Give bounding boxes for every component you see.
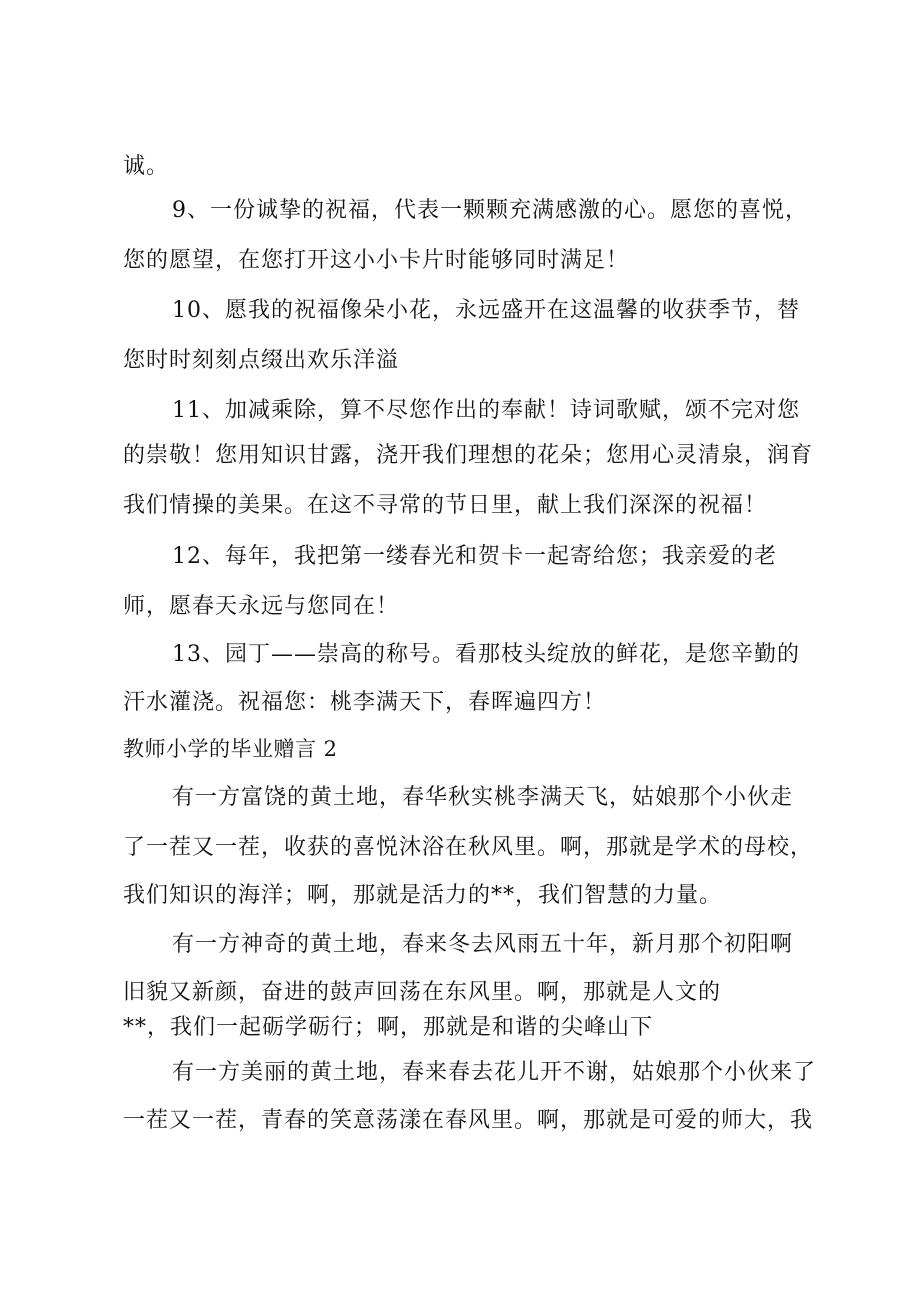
text-line: 诚。	[123, 154, 170, 179]
text-line: 的崇敬！您用知识甘露，浇开我们理想的花朵；您用心灵清泉，润育	[123, 443, 814, 468]
text-line: 9、一份诚挚的祝福，代表一颗颗充满感激的心。愿您的喜悦，	[172, 198, 808, 223]
text-line: 我们知识的海洋；啊，那就是活力的**，我们智慧的力量。	[123, 883, 723, 908]
text-line: 旧貌又新颜，奋进的鼓声回荡在东风里。啊，那就是人文的	[123, 980, 722, 1005]
section-heading: 教师小学的毕业赠言 2	[123, 737, 338, 761]
text-line: 有一方美丽的黄土地，春来春去花儿开不谢，姑娘那个小伙来了	[172, 1060, 817, 1085]
text-line: 一茬又一茬，青春的笑意荡漾在春风里。啊，那就是可爱的师大，我	[123, 1108, 814, 1133]
text-line: 师，愿春天永远与您同在！	[123, 594, 400, 619]
text-line: 您的愿望，在您打开这小小卡片时能够同时满足！	[123, 248, 630, 273]
text-line: 您时时刻刻点缀出欢乐洋溢	[123, 348, 400, 373]
text-line: 我们情操的美果。在这不寻常的节日里，献上我们深深的祝福！	[123, 493, 768, 518]
text-line: **，我们一起砺学砺行；啊，那就是和谐的尖峰山下	[123, 1015, 654, 1040]
text-line: 10、愿我的祝福像朵小花，永远盛开在这温馨的收获季节，替	[172, 298, 800, 323]
text-line: 12、每年，我把第一缕春光和贺卡一起寄给您；我亲爱的老	[172, 544, 777, 569]
text-line: 有一方神奇的黄土地，春来冬去风雨五十年，新月那个初阳啊	[172, 932, 794, 957]
text-line: 汗水灌浇。祝福您：桃李满天下，春晖遍四方！	[123, 690, 607, 715]
text-line: 13、园丁——崇高的称号。看那枝头绽放的鲜花，是您辛勤的	[172, 642, 800, 667]
text-line: 了一茬又一茬，收获的喜悦沐浴在秋风里。啊，那就是学术的母校，	[123, 835, 814, 860]
text-line: 11、加减乘除，算不尽您作出的奉献！诗词歌赋，颂不完对您	[172, 398, 800, 423]
text-line: 有一方富饶的黄土地，春华秋实桃李满天飞，姑娘那个小伙走	[172, 785, 794, 810]
